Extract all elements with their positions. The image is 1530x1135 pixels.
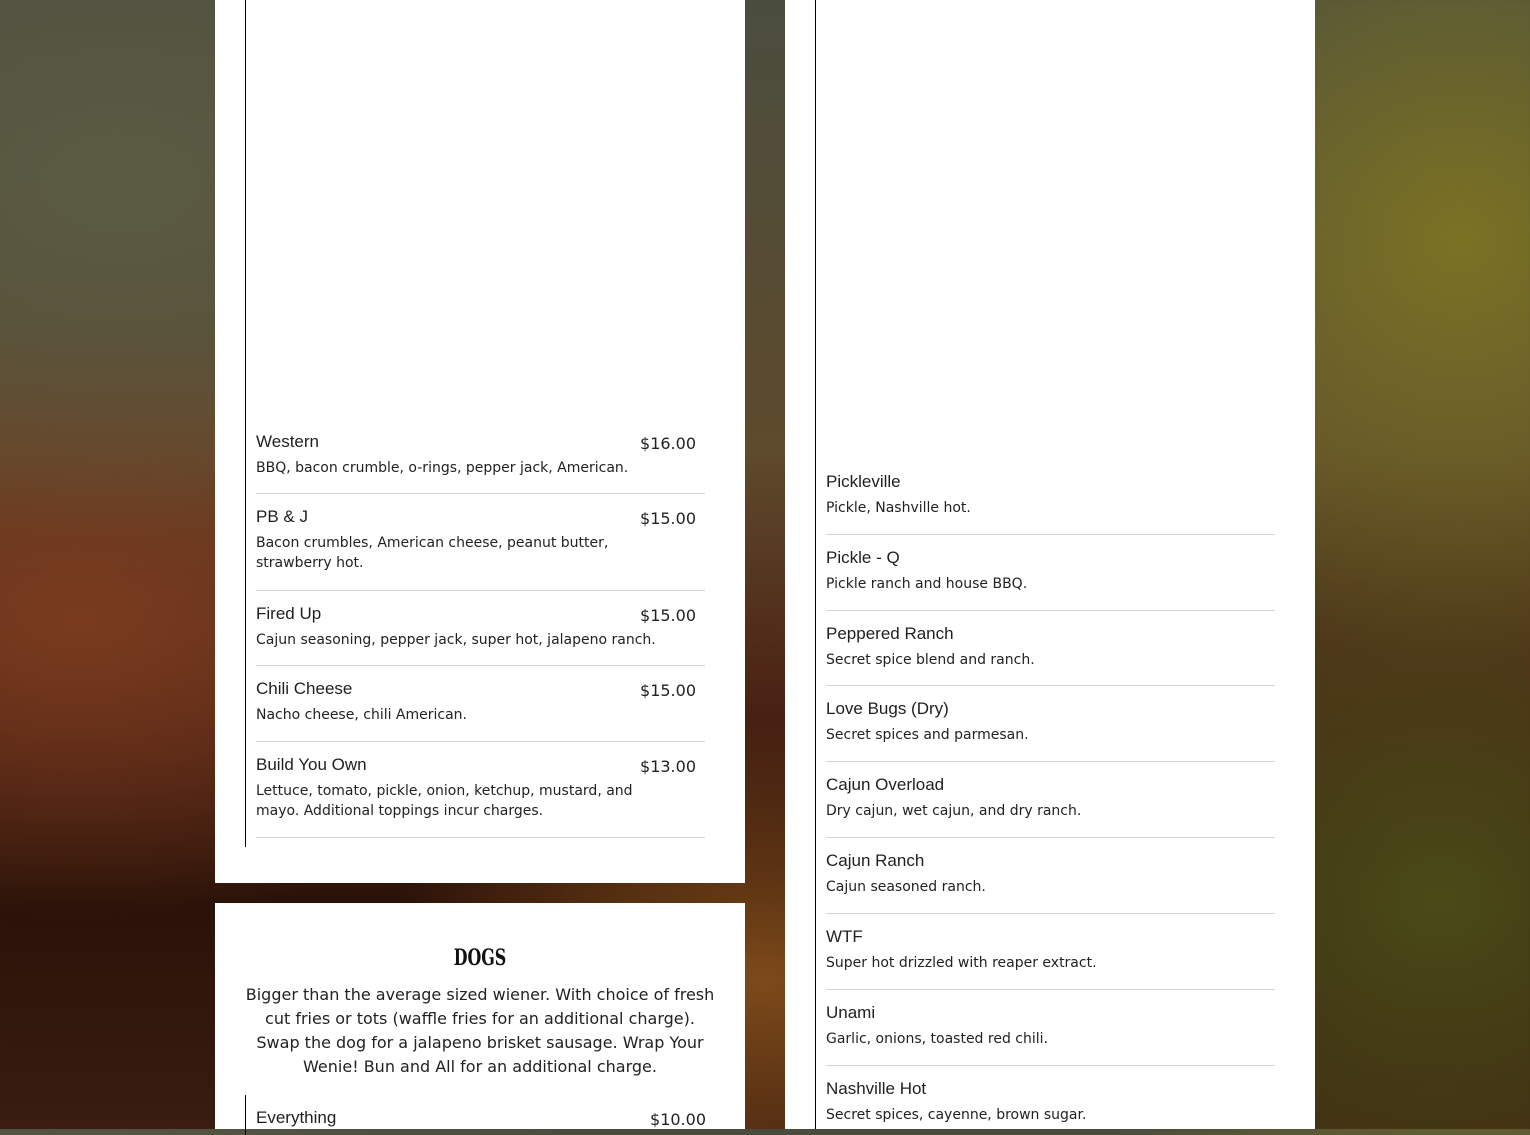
menu-border-line bbox=[245, 1095, 246, 1135]
item-name: Peppered Ranch bbox=[826, 624, 954, 643]
item-price: $15.00 bbox=[640, 606, 696, 625]
section-description: Bigger than the average sized wiener. With choice of fresh cut fries or tots (waffle fries for an additional charge). Swap the dog for a jalapeno brisket sausage. Wrap Your Wenie! Bun and All for an additional charge. bbox=[245, 985, 715, 1076]
menu-border-line bbox=[245, 0, 246, 847]
item-name: Western bbox=[256, 432, 319, 451]
menu-item-pb-j bbox=[256, 507, 706, 573]
item-name: Unami bbox=[826, 1003, 876, 1022]
item-name: Love Bugs (Dry) bbox=[826, 699, 949, 718]
menu-item-western bbox=[256, 432, 706, 478]
item-description: Secret spice blend and ranch. bbox=[826, 652, 1035, 668]
item-price: $15.00 bbox=[640, 509, 696, 528]
sauces-menu-panel bbox=[785, 0, 1315, 1129]
item-price: $10.00 bbox=[650, 1110, 706, 1129]
item-divider bbox=[826, 1065, 1275, 1066]
item-divider bbox=[256, 493, 705, 494]
item-description: Cajun seasoning, pepper jack, super hot, jalapeno ranch. bbox=[256, 632, 656, 648]
sauce-item-love-bugs bbox=[826, 699, 1276, 745]
item-divider bbox=[256, 741, 705, 742]
burgers-menu-panel bbox=[215, 0, 745, 883]
item-description: Secret spices, cayenne, brown sugar. bbox=[826, 1107, 1087, 1123]
sauce-item-cajun-overload bbox=[826, 775, 1276, 821]
item-name: Cajun Ranch bbox=[826, 851, 925, 870]
sauce-item-pickle-q bbox=[826, 548, 1276, 594]
burger-list bbox=[256, 0, 716, 883]
item-name: Chili Cheese bbox=[256, 679, 353, 698]
item-name: Fired Up bbox=[256, 604, 322, 623]
item-description: Bacon crumbles, American cheese, peanut butter, strawberry hot. bbox=[256, 535, 609, 571]
item-divider bbox=[826, 610, 1275, 611]
sauce-item-nashville-hot bbox=[826, 1079, 1276, 1125]
item-name: Everything bbox=[256, 1108, 337, 1127]
sauce-item-cajun-ranch bbox=[826, 851, 1276, 897]
item-description: Dry cajun, wet cajun, and dry ranch. bbox=[826, 803, 1082, 819]
item-description: Super hot drizzled with reaper extract. bbox=[826, 955, 1097, 971]
menu-item-everything bbox=[256, 1108, 716, 1128]
item-description: Pickle ranch and house BBQ. bbox=[826, 576, 1028, 592]
item-divider bbox=[256, 590, 705, 591]
item-divider bbox=[826, 761, 1275, 762]
sauce-item-unami bbox=[826, 1003, 1276, 1049]
item-name: Build You Own bbox=[256, 755, 367, 774]
item-divider bbox=[826, 989, 1275, 990]
section-title: DOGS bbox=[453, 945, 507, 971]
sauce-list bbox=[826, 0, 1286, 1129]
item-description: Cajun seasoned ranch. bbox=[826, 879, 986, 895]
item-description: Garlic, onions, toasted red chili. bbox=[826, 1031, 1048, 1047]
item-price: $16.00 bbox=[640, 434, 696, 453]
item-price: $15.00 bbox=[640, 681, 696, 700]
sauce-item-pickleville bbox=[826, 472, 1276, 518]
item-description: Nacho cheese, chili American. bbox=[256, 707, 468, 723]
item-description: Secret spices and parmesan. bbox=[826, 727, 1029, 743]
menu-item-build-your-own bbox=[256, 755, 706, 821]
item-name: PB & J bbox=[256, 507, 308, 526]
item-divider bbox=[826, 685, 1275, 686]
menu-item-fired-up bbox=[256, 604, 706, 650]
item-divider bbox=[826, 913, 1275, 914]
item-divider bbox=[826, 837, 1275, 838]
sauce-item-peppered-ranch bbox=[826, 624, 1276, 670]
item-description: BBQ, bacon crumble, o-rings, pepper jack, American. bbox=[256, 460, 629, 476]
item-description: Lettuce, tomato, pickle, onion, ketchup, mustard, and mayo. Additional toppings incur charges. bbox=[256, 783, 633, 819]
item-name: Pickle - Q bbox=[826, 548, 900, 567]
item-name: Nashville Hot bbox=[826, 1079, 927, 1098]
menu-item-chili-cheese bbox=[256, 679, 706, 725]
item-divider bbox=[256, 665, 705, 666]
sauce-item-wtf bbox=[826, 927, 1276, 973]
item-name: WTF bbox=[826, 927, 863, 946]
item-name: Pickleville bbox=[826, 472, 901, 491]
item-divider bbox=[256, 837, 705, 838]
item-name: Cajun Overload bbox=[826, 775, 945, 794]
item-price: $13.00 bbox=[640, 757, 696, 776]
dogs-menu-panel bbox=[215, 903, 745, 1129]
item-divider bbox=[826, 534, 1275, 535]
menu-border-line bbox=[815, 0, 816, 1129]
item-description: Pickle, Nashville hot. bbox=[826, 500, 971, 516]
